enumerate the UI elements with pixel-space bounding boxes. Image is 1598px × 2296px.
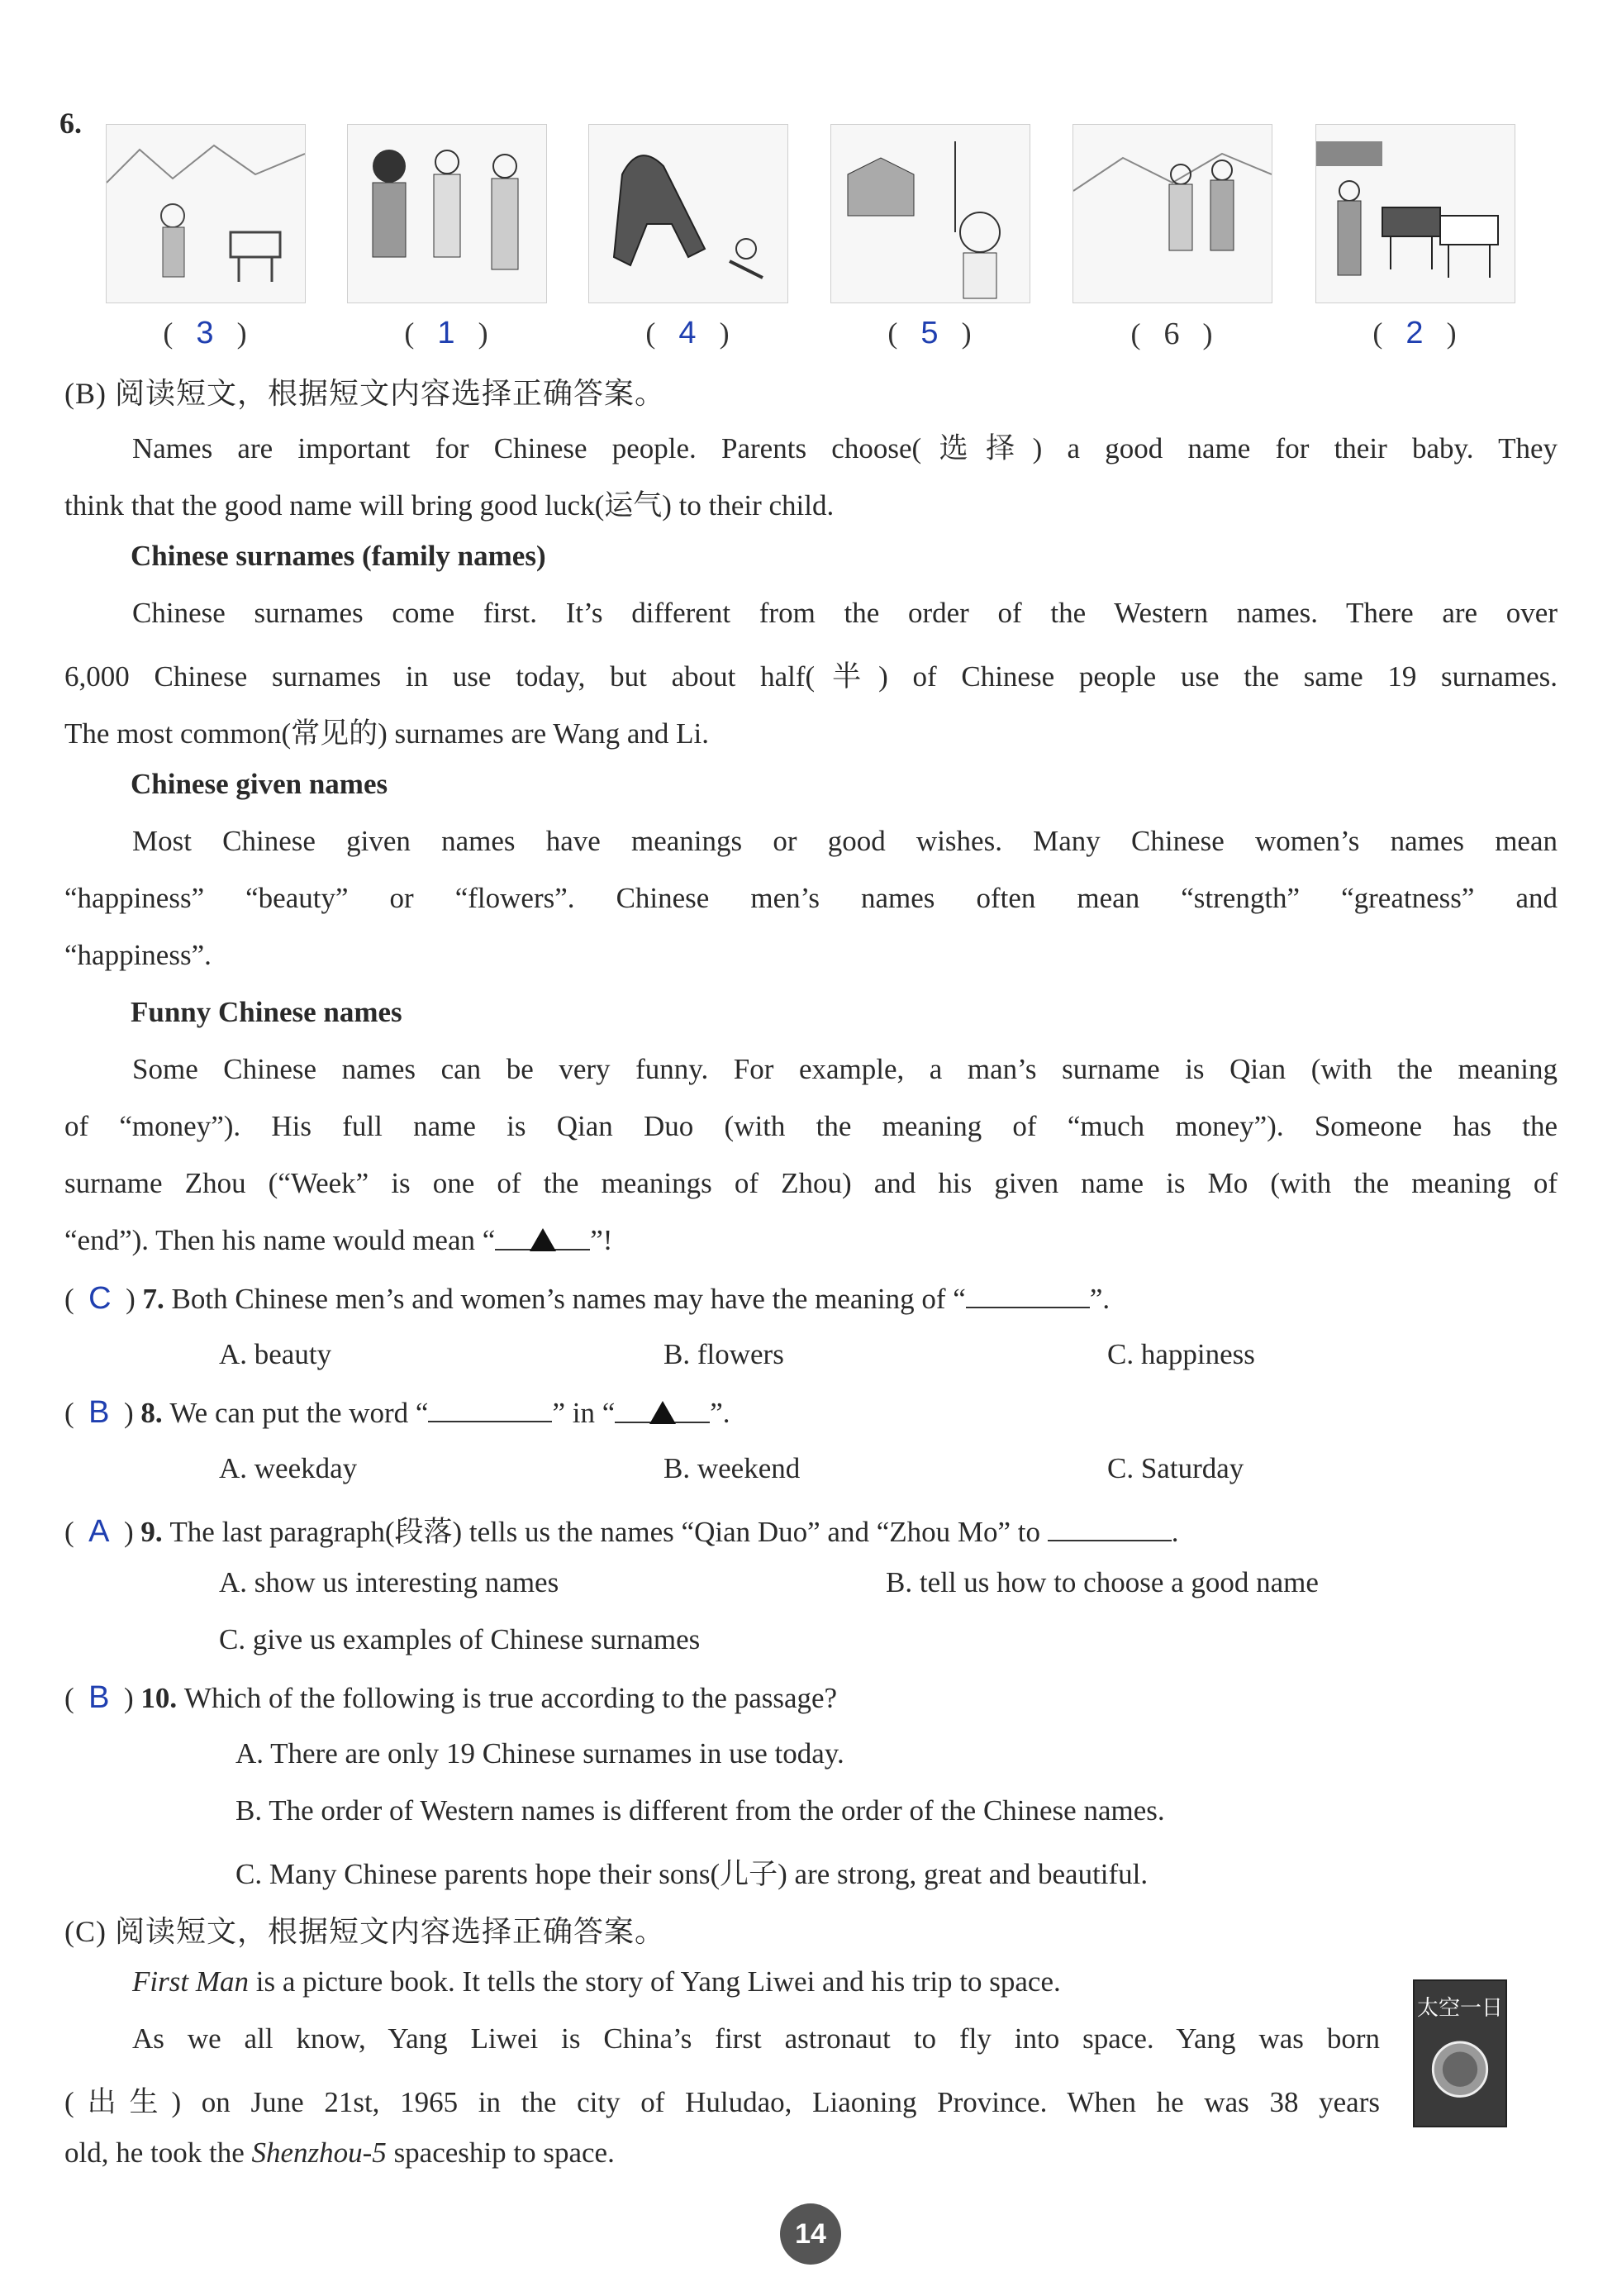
question-7-option-b: B. flowers <box>663 1338 784 1370</box>
heading-funny-names: Funny Chinese names <box>131 996 402 1028</box>
question-8-option-a: A. weekday <box>219 1452 358 1484</box>
question-7-option-c: C. happiness <box>1107 1338 1255 1370</box>
question-10-option-a: A. There are only 19 Chinese surnames in use today. <box>235 1737 844 1770</box>
picture-4 <box>830 124 1030 303</box>
passage-b-para2-line2: 6,000 Chinese surnames in use today, but about half(半) of Chinese people use the same 19 surnames. <box>64 660 1558 693</box>
passage-c-line2: As we all know, Yang Liwei is China’s first astronaut to fly into space. Yang was born <box>132 2022 1380 2055</box>
picture-3-answer: ( 4 ) <box>645 316 730 350</box>
question-8-option-c: C. Saturday <box>1107 1452 1244 1484</box>
question-9: ( A ) 9. The last paragraph(段落) tells us the names “Qian Duo” and “Zhou Mo” to . <box>64 1514 1179 1549</box>
picture-5-answer: ( 6 ) <box>1130 317 1213 351</box>
passage-b-para1-line1: Names are important for Chinese people. Parents choose(选择) a good name for their baby. They <box>132 432 1558 464</box>
passage-c-line3: (出生) on June 21st, 1965 in the city of Huludao, Liaoning Province. When he was 38 years <box>64 2086 1380 2118</box>
passage-b-para3-line1: Most Chinese given names have meanings or good wishes. Many Chinese women’s names mean <box>132 825 1558 857</box>
picture-2 <box>347 124 547 303</box>
question-8-answer: B <box>88 1395 110 1430</box>
picture-5 <box>1072 124 1272 303</box>
question-7-option-a: A. beauty <box>219 1338 332 1370</box>
passage-b-para2-line1: Chinese surnames come first. It’s different from the order of the Western names. There are over <box>132 597 1558 629</box>
passage-b-para4-line2: of “money”). His full name is Qian Duo (with the meaning of “much money”). Someone has the <box>64 1110 1558 1142</box>
section-c-instruction: (C) 阅读短文，根据短文内容选择正确答案。 <box>64 1915 665 1948</box>
question-9-option-b: B. tell us how to choose a good name <box>886 1566 1319 1598</box>
passage-c-line1: First Man is a picture book. It tells the story of Yang Liwei and his trip to space. <box>132 1965 1061 1998</box>
question-10: ( B ) 10. Which of the following is true according to the passage? <box>64 1680 838 1715</box>
picture-1 <box>106 124 306 303</box>
book-cover-image: 太空一日 <box>1413 1979 1507 2127</box>
picture-2-answer: ( 1 ) <box>404 316 488 350</box>
picture-6-answer: ( 2 ) <box>1372 316 1457 350</box>
heading-surnames: Chinese surnames (family names) <box>131 540 546 572</box>
triangle-blank <box>495 1224 590 1250</box>
passage-b-para3-line3: “happiness”. <box>64 939 212 971</box>
question-10-option-b: B. The order of Western names is different from the order of the Chinese names. <box>235 1794 1165 1827</box>
question-10-answer: B <box>88 1680 110 1715</box>
passage-b-para4-line3: surname Zhou (“Week” is one of the meanings of Zhou) and his given name is Mo (with the meaning of <box>64 1167 1558 1199</box>
triangle-icon <box>649 1401 676 1424</box>
section-b-instruction: (B) 阅读短文，根据短文内容选择正确答案。 <box>64 377 665 410</box>
passage-b-para2-line3: The most common(常见的) surnames are Wang and Li. <box>64 717 709 750</box>
passage-b-para4-line4: “end”). Then his name would mean “ ”! <box>64 1224 613 1256</box>
picture-3 <box>588 124 788 303</box>
triangle-icon <box>530 1228 556 1251</box>
question-7: ( C ) 7. Both Chinese men’s and women’s names may have the meaning of “ ”. <box>64 1281 1111 1316</box>
picture-4-answer: ( 5 ) <box>887 316 972 350</box>
question-8: ( B ) 8. We can put the word “ ” in “ ”. <box>64 1395 730 1430</box>
question-7-answer: C <box>88 1281 112 1316</box>
passage-b-para1-line2: think that the good name will bring good luck(运气) to their child. <box>64 489 835 522</box>
passage-b-para3-line2: “happiness” “beauty” or “flowers”. Chinese men’s names often mean “strength” “greatness” and <box>64 882 1558 914</box>
passage-c-line4: old, he took the Shenzhou-5 spaceship to space. <box>64 2136 615 2169</box>
question-8-option-b: B. weekend <box>663 1452 801 1484</box>
question-10-option-c: C. Many Chinese parents hope their sons(儿子) are strong, great and beautiful. <box>235 1858 1149 1890</box>
question-9-answer: A <box>88 1514 110 1549</box>
question-9-option-a: A. show us interesting names <box>219 1566 559 1598</box>
passage-b-para4-line1: Some Chinese names can be very funny. For example, a man’s surname is Qian (with the meaning <box>132 1053 1558 1085</box>
picture-6 <box>1315 124 1515 303</box>
picture-1-answer: ( 3 ) <box>163 316 247 350</box>
page-number: 14 <box>780 2203 841 2265</box>
heading-given-names: Chinese given names <box>131 768 388 800</box>
question-9-option-c: C. give us examples of Chinese surnames <box>219 1623 701 1655</box>
question-6-number: 6. <box>59 107 82 140</box>
